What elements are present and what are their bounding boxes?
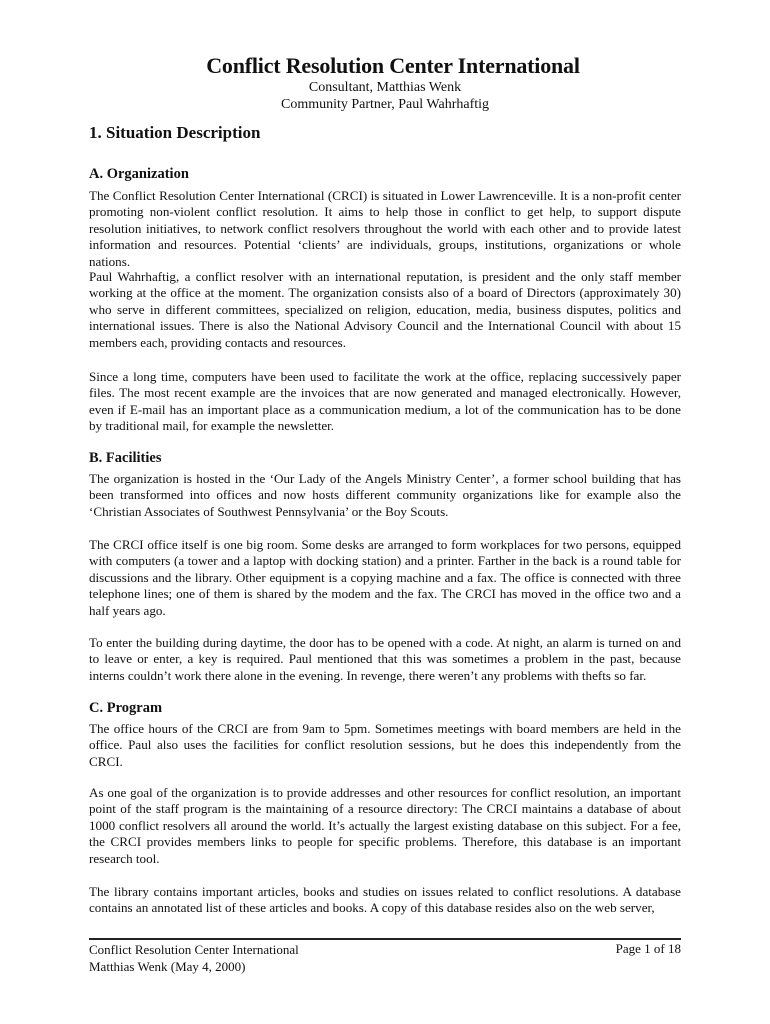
section-heading-situation: 1. Situation Description [89, 123, 261, 142]
consultant-line: Consultant, Matthias Wenk [308, 80, 462, 95]
page-number: Page 1 of 18 [615, 941, 681, 956]
footer-info [89, 941, 299, 975]
paragraph-organization-2: Paul Wahrhaftig, a conflict resolver with an international reputation, is president and the only staff member working at the office at the moment. The organization consists also of a board of Directors (approximately 30) who serve in different committees, specialized on religion, education, media, business disputes, politics and international issues. There is also the National Advisory Council and the International Council with about 15 members each, providing contacts and resources. [89, 269, 681, 350]
document-title: Conflict Resolution Center International [206, 53, 580, 78]
paragraph-program-1: The office hours of the CRCI are from 9am to 5pm. Sometimes meetings with board members are held in the office. Paul also uses the facilities for conflict resolution sessions, but he does this independently from the CRCI. [89, 721, 681, 769]
paragraph-program-2: As one goal of the organization is to provide addresses and other resources for conflict resolution, an important point of the staff program is the maintaining of a resource directory: The CRCI maintains a database of about 1000 conflict resolvers all around the world. It’s actually the largest existing database on this subject. For a fee, the CRCI provides members links to people for specific problems. Therefore, this database is an important research tool. [89, 785, 681, 866]
subheading-facilities: B. Facilities [89, 450, 162, 466]
paragraph-facilities-1: The organization is hosted in the ‘Our Lady of the Angels Ministry Center’, a former school building that has been transformed into offices and now hosts different community organizations like for example also the ‘Christian Associates of Southwest Pennsylvania’ or the Boy Scouts. [89, 471, 681, 519]
footer-divider [89, 938, 681, 940]
subheading-program: C. Program [89, 700, 163, 716]
subheading-organization: A. Organization [89, 166, 189, 182]
paragraph-organization-3: Since a long time, computers have been used to facilitate the work at the office, replacing successively paper files. The most recent example are the invoices that are now generated and managed electronically. However, even if E-mail has an important place as a communication medium, a lot of the communication has to be done by traditional mail, for example the newsletter. [89, 369, 681, 434]
footer-author-date: Matthias Wenk (May 4, 2000) [89, 959, 246, 974]
footer-org: Conflict Resolution Center International [89, 942, 299, 957]
paragraph-program-3: The library contains important articles, books and studies on issues related to conflict resolutions. A database contains an annotated list of these articles and books. A copy of this database resides also on the web server, [89, 884, 681, 916]
paragraph-organization-1: The Conflict Resolution Center International (CRCI) is situated in Lower Lawrenceville. It is a non-profit center promoting non-violent conflict resolution. It aims to help those in conflict to get help, to support dispute resolution initiatives, to network conflict resolvers throughout the world with each other and to provide latest information and resources. Potential ‘clients’ are individuals, groups, institutions, organizations or whole nations. [89, 188, 681, 269]
partner-line: Community Partner, Paul Wahrhaftig [280, 97, 490, 112]
paragraph-facilities-3: To enter the building during daytime, the door has to be opened with a code. At night, an alarm is turned on and to leave or enter, a key is required. Paul mentioned that this was sometimes a problem in the past, because interns couldn’t work there alone in the evening. In revenge, there weren’t any problems with thefts so far. [89, 635, 681, 683]
paragraph-facilities-2: The CRCI office itself is one big room. Some desks are arranged to form workplaces for two persons, equipped with computers (a tower and a laptop with docking station) and a printer. Farther in the back is a round table for discussions and the library. Other equipment is a copying machine and a fax. The office is connected with three telephone lines; one of them is shared by the modem and the fax. The CRCI has moved in the office two and a half years ago. [89, 537, 681, 618]
